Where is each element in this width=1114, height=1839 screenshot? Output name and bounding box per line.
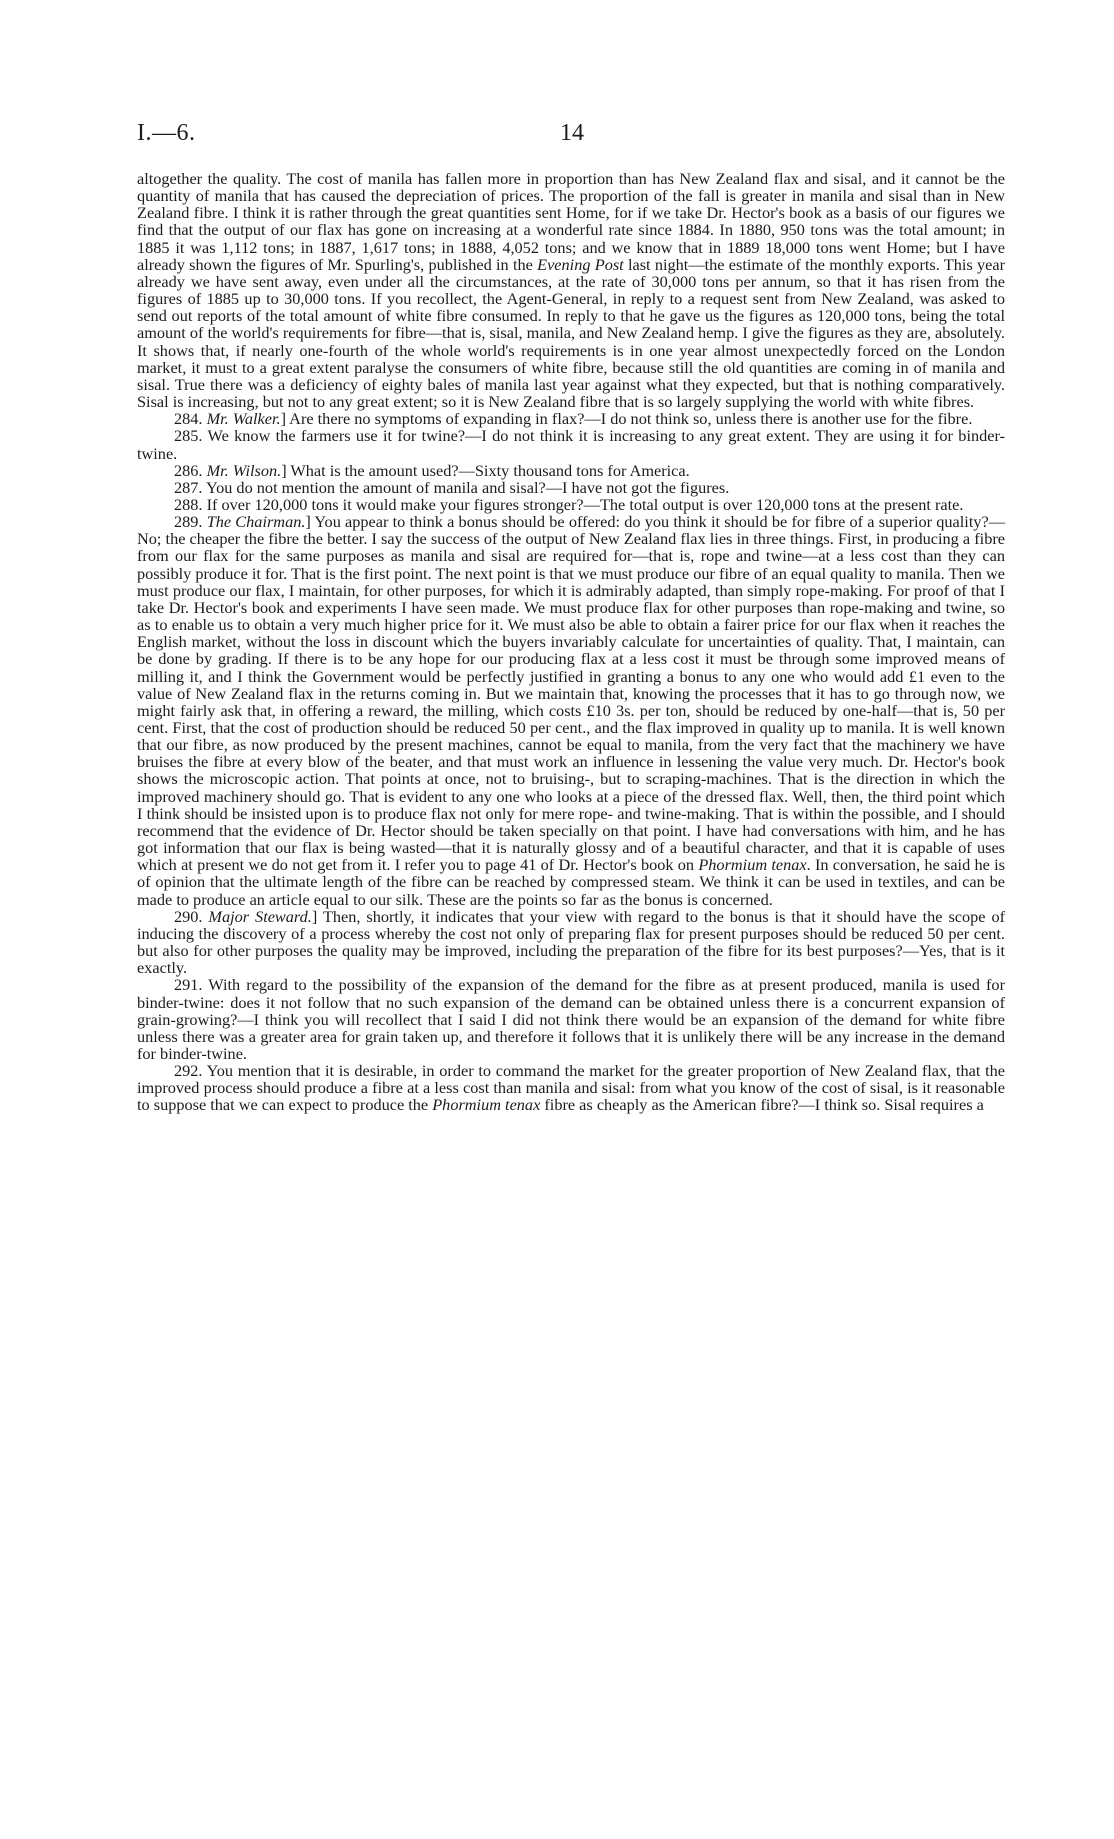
question-290: 290. Major Steward.] Then, shortly, it indicates that your view with regard to the bonus is that it should have the scope of inducing the discovery of a process whereby the cost not only of preparing flax for present purposes should be reduced 50 per cent. but also for other purposes the quality may be improved, including the preparation of the fibre for its best purposes?—Yes, that is it exactly.: [137, 906, 1006, 978]
speaker-name: Major Steward.: [208, 906, 312, 926]
speaker-name: Mr. Walker.: [206, 409, 281, 429]
question-284: 284. Mr. Walker.] Are there no symptoms of expanding in flax?—I do not think so, unless there is another use for the fibre.: [174, 409, 973, 429]
question-287: 287. You do not mention the amount of manila and sisal?—I have not got the figures.: [174, 477, 730, 497]
question-292: 292. You mention that it is desirable, in order to command the market for the greater proportion of New Zealand flax, that the improved process should produce a fibre at a less cost than manila and sisal: from what you know of the cost of sisal, is it reasonable to suppose that we can expect to produce the Phormium tenax fibre as cheaply as the American fibre?—I think so. Sisal requires a: [137, 1061, 1005, 1115]
question-286: 286. Mr. Wilson.] What is the amount used?—Sixty thousand tons for America.: [174, 460, 690, 480]
question-285: 285. We know the farmers use it for twine?—I do not think it is increasing to any great extent. They are using it for binder-twine.: [137, 426, 1005, 463]
question-288: 288. If over 120,000 tons it would make your figures stronger?—The total output is over 120,000 tons at the present rate.: [174, 494, 964, 514]
species-name: Phormium tenax: [698, 855, 807, 875]
page-number: 14: [560, 120, 584, 146]
question-289: 289. The Chairman.] You appear to think a bonus should be offered: do you think it should be for fibre of a superior quality?—No; the cheaper the fibre the better. I say the success of the output of New Zealand flax lies in three things. First, in producing a fibre from our flax for the same purposes as manila and sisal are required for—that is, rope and twine—at a less cost than they can possibly produce it for. That is the first point. The next point is that we must produce our fibre of an equal quality to manila. Then we must produce our flax, I maintain, for other purposes, for which it is admirably adapted, than simply rope-making. For proof of that I take Dr. Hector's book and experiments I have seen made. We must produce flax for other purposes than rope-making and twine, so as to enable us to obtain a very much higher price for it. We must also be able to obtain a fairer price for our flax when it reaches the English market, without the loss in discount which the buyers invariably calculate for uncertainties of quality. That, I maintain, can be done by grading. If there is to be any hope for our producing flax at a less cost it must be through some improved means of milling it, and I think the Government would be perfectly justified in granting a bonus to any one who would add £1 even to the value of New Zealand flax in the returns coming in. But we maintain that, knowing the processes that it has to go through now, we might fairly ask that, in offering a reward, the milling, which costs £10 3s. per ton, should be reduced by one-half—that is, 50 per cent. First, that the cost of production should be reduced 50 per cent., and the flax improved in quality up to manila. It is well known that our fibre, as now produced by the present machines, cannot be equal to manila, from the very fact that the machinery we have bruises the fibre at every blow of the beater, and that must work an influence in lessening the value very much. Dr. Hector's book shows the microscopic action. That points at once, not to bruising-, but to scraping-machines. That is the direction in which the improved machinery should go. That is evident to any one who looks at a piece of the dressed flax. Well, then, the third point which I think should be insisted upon is to produce flax not only for mere rope- and twine-making. That is within the possible, and I should recommend that the evidence of Dr. Hector should be taken specially on that point. I have had conversations with him, and he has got information that our flax is being wasted—that it is naturally glossy and of a beautiful character, and that it is capable of uses which at present we do not get from it. I refer you to page 41 of Dr. Hector's book on Phormium tenax. In conversation, he said he is of opinion that the ultimate length of the fibre can be reached by compressed steam. We think it can be used in textiles, and can be made to produce an article equal to our silk. These are the points so far as the bonus is concerned.: [137, 512, 1005, 909]
species-name: Phormium tenax: [432, 1095, 541, 1115]
continued-paragraph: altogether the quality. The cost of manila has fallen more in proportion than has New Zealand flax and sisal, and it cannot be the quantity of manila that has caused the depreciation of prices. The proportion of the fall is greater in manila and sisal than in New Zealand fibre. I think it is rather through the great quantities sent Home, for if we take Dr. Hector's book as a basis of our figures we find that the output of our flax has gone on increasing at a wonderful rate since 1884. In 1880, 950 tons was the total amount; in 1885 it was 1,112 tons; in 1887, 1,617 tons; in 1888, 4,052 tons; and we know that in 1889 18,000 tons went Home; but I have already shown the figures of Mr. Spurling's, published in the Evening Post last night—the estimate of the monthly exports. This year already we have sent away, even under all the circumstances, at the rate of 30,000 tons per annum, so that it has risen from the figures of 1885 up to 30,000 tons. If you recollect, the Agent-General, in reply to a request sent from New Zealand, was asked to send out reports of the total amount of white fibre consumed. In reply to that he gave us the figures as 120,000 tons, being the total amount of the world's requirements for fibre—that is, sisal, manila, and New Zealand hemp. I give the figures as they are, absolutely. It shows that, if nearly one-fourth of the whole world's requirements is in one year almost unexpectedly forced on the London market, it must to a great extent paralyse the consumers of white fibre, because still the old quantities are coming in of manila and sisal. True there was a deficiency of eighty bales of manila last year against what they expected, but that is nothing comparatively. Sisal is increasing, but not to any great extent; so it is New Zealand fibre that is so largely supplying the world with white fibres.: [137, 169, 1006, 412]
question-291: 291. With regard to the possibility of the expansion of the demand for the fibre as at present produced, manila is used for binder-twine: does it not follow that no such expansion of the demand can be obtained unless there is a concurrent expansion of grain-growing?—I think you will recollect that I said I did not think there would be an expansion of the demand for white fibre unless there was a greater area for grain taken up, and therefore it follows that it is unlikely there will be any increase in the demand for binder-twine.: [137, 975, 1005, 1063]
document-reference: I.—6.: [137, 120, 196, 146]
evidence-text: [137, 170, 1005, 1114]
speaker-name: Mr. Wilson.: [206, 460, 282, 480]
speaker-name: The Chairman.: [206, 512, 306, 532]
page-header: [137, 120, 1005, 150]
